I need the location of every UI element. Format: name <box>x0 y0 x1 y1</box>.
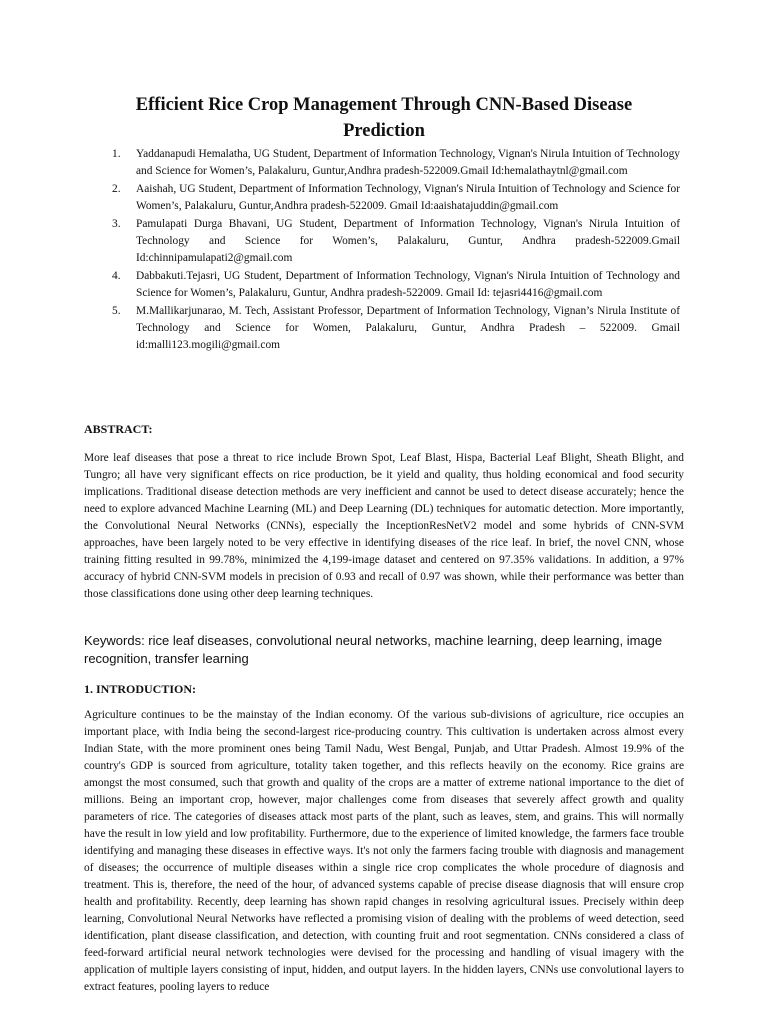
author-number: 3. <box>112 218 121 230</box>
abstract-heading: ABSTRACT: <box>84 422 153 436</box>
title-line-2: Prediction <box>343 121 425 141</box>
author-number: 1. <box>112 148 121 160</box>
author-text: Aaishah, UG Student, Department of Information Technology, Vignan's Nirula Intuition of Technology and Science for Women’s, Palakaluru, Guntur,Andhra pradesh-522009. Gmail Id:aaishatajuddin@gmail.com <box>136 183 680 212</box>
author-number: 2. <box>112 183 121 195</box>
author-list <box>112 146 680 355</box>
author-number: 5. <box>112 305 121 317</box>
author-text: M.Mallikarjunarao, M. Tech, Assistant Professor, Department of Information Technology, Vignan’s Nirula Institute of Technology and Science for Women, Palakaluru, Guntur, Andhra Pradesh – 522009. Gmail id:malli123.mogili@gmail.com <box>136 305 680 351</box>
author-item <box>112 181 680 215</box>
author-item <box>112 146 680 180</box>
author-number: 4. <box>112 270 121 282</box>
author-item <box>112 268 680 302</box>
author-item <box>112 216 680 267</box>
abstract-text: More leaf diseases that pose a threat to rice include Brown Spot, Leaf Blast, Hispa, Bacterial Leaf Blight, Sheath Blight, and Tungro; all have very significant effects on rice production, be it yield and quality, thus holding economical and food security implications. Traditional disease detection methods are very inefficient and cannot be used to detect disease accurately; hence the need to explore advanced Machine Learning (ML) and Deep Learning (DL) techniques for automatic detection. More importantly, the Convolutional Neural Networks (CNNs), especially the InceptionResNetV2 model and some hybrids of CNN-SVM approaches, have been largely noted to be very effective in identifying diseases of the rice leaf. In brief, the novel CNN, whose training fitting resulted in 99.78%, minimized the 4,199-image dataset and centered on 97.35% validations. In addition, a 97% accuracy of hybrid CNN-SVM models in precision of 0.93 and recall of 0.97 was shown, while their performance was better than those classifications done using other deep learning techniques. <box>84 452 684 600</box>
author-text: Pamulapati Durga Bhavani, UG Student, Department of Information Technology, Vignan's Nirula Intuition of Technology and Science for Women’s, Palakaluru, Guntur, Andhra pradesh-522009.Gmail Id:chinnipamulapati2@gmail.com <box>136 218 680 264</box>
introduction-heading: 1. INTRODUCTION: <box>84 682 197 696</box>
author-text: Dabbakuti.Tejasri, UG Student, Department of Information Technology, Vignan's Nirula Intuition of Technology and Science for Women’s, Palakaluru, Guntur, Andhra pradesh-522009. Gmail Id: tejasri4416@gmail.com <box>136 270 680 299</box>
paper-title <box>84 92 684 144</box>
keywords: Keywords: rice leaf diseases, convolutional neural networks, machine learning, deep learning, image recognition, transfer learning <box>84 633 663 666</box>
title-line-1: Efficient Rice Crop Management Through CNN-Based Disease <box>135 95 633 115</box>
author-item <box>112 303 680 354</box>
introduction-text: Agriculture continues to be the mainstay of the Indian economy. Of the various sub-divisions of agriculture, rice occupies an important place, with India being the second-largest rice-producing country. This cultivation is undertaken across almost every Indian State, with the more prominent ones being Tamil Nadu, West Bengal, Punjab, and Uttar Pradesh. Almost 19.9% of the country's GDP is sourced from agriculture, totality taken together, and this reflects heavily on the economy. Rice grains are amongst the most consumed, such that growth and quality of the crops are a matter of extreme national importance to the diet of millions. Being an important crop, however, major challenges come from diseases that severely affect growth and quality parameters of rice. The categories of diseases attack most parts of the plant, such as leaves, stem, and grains. This will normally have the result in low yield and low profitability. Furthermore, due to the experience of limited knowledge, the farmers face trouble identifying and managing these diseases in effective ways. It's not only the farmers facing trouble with diagnosis and management of diseases; the occurrence of multiple diseases within a single rice crop complicates the whole procedure of diagnosis and treatment. This is, therefore, the need of the hour, of advanced systems capable of precise disease diagnosis that will ensure crop health and profitability. Recently, deep learning has shown rapid changes in resolving agricultural issues. Precisely within deep learning, Convolutional Neural Networks have reflected a promising vision of dealing with the problems of weed detection, seed identification, plant disease classification, and detection, with counting fruit and root segmentation. CNNs considered a class of feed-forward artificial neural network technologies were devised for the processing and handling of visual imagery with the application of multiple layers consisting of input, hidden, and output layers. In the hidden layers, CNNs use convolutional layers to extract features, pooling layers to reduce <box>84 709 684 993</box>
author-text: Yaddanapudi Hemalatha, UG Student, Department of Information Technology, Vignan's Nirula Intuition of Technology and Science for Women’s, Palakaluru, Guntur,Andhra pradesh-522009.Gmail Id:hemalathaytnl@gmail.com <box>136 148 680 177</box>
